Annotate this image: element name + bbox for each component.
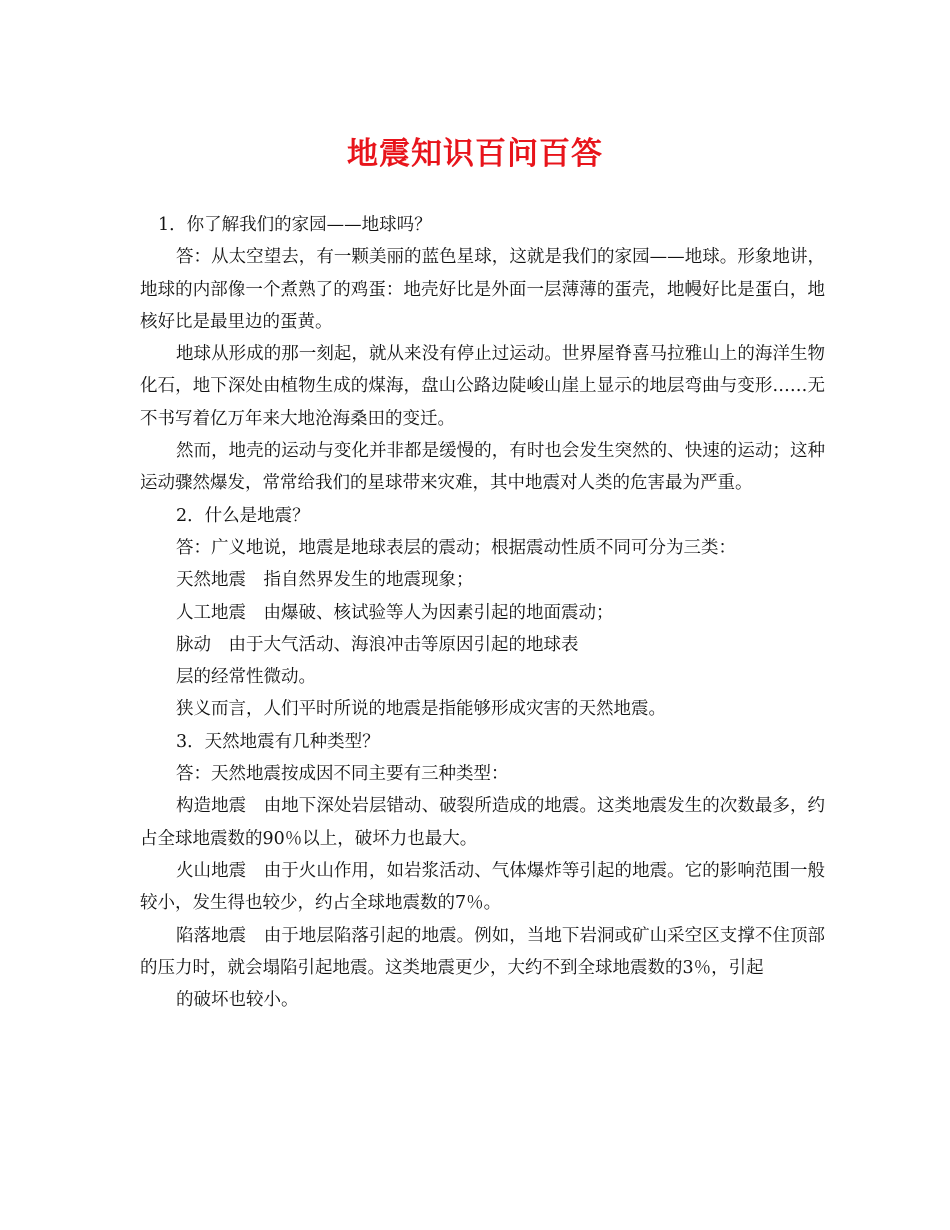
paragraph: 人工地震 由爆破、核试验等人为因素引起的地面震动； [176, 602, 614, 623]
paragraph: 答：广义地说，地震是地球表层的震动；根据震动性质不同可分为三类： [176, 537, 736, 558]
paragraph: 脉动 由于大气活动、海浪冲击等原因引起的地球表 [176, 634, 579, 655]
paragraph: 层的经常性微动。 [176, 667, 316, 688]
document-body [140, 209, 825, 1016]
paragraph: 答：从太空望去，有一颗美丽的蓝色星球，这就是我们的家园——地球。形象地讲，地球的内部像一个煮熟了的鸡蛋：地壳好比是外面一层薄薄的蛋壳，地幔好比是蛋白，地核好比是最里边的蛋黄。 [140, 247, 825, 332]
paragraph: 1．你了解我们的家园——地球吗？ [158, 215, 432, 235]
document-title: 地震知识百问百答 [347, 136, 603, 172]
paragraph: 3．天然地震有几种类型？ [176, 731, 380, 752]
paragraph: 狭义而言，人们平时所说的地震是指能够形成灾害的天然地震。 [176, 699, 666, 720]
paragraph: 然而，地壳的运动与变化并非都是缓慢的，有时也会发生突然的、快速的运动；这种运动骤然爆发，常常给我们的星球带来灾难，其中地震对人类的危害最为严重。 [140, 441, 825, 494]
paragraph: 地球从形成的那一刻起，就从来没有停止过运动。世界屋脊喜马拉雅山上的海洋生物化石，地下深处由植物生成的煤海，盘山公路边陡峻山崖上显示的地层弯曲与变形……无不书写着亿万年来大地沧海桑田的变迁。 [140, 344, 825, 429]
paragraph: 陷落地震 由于地层陷落引起的地震。例如，当地下岩洞或矿山采空区支撑不住顶部的压力时，就会塌陷引起地震。这类地震更少，大约不到全球地震数的3％，引起 [140, 925, 825, 978]
paragraph: 天然地震 指自然界发生的地震现象； [176, 570, 474, 591]
paragraph: 的破坏也较小。 [176, 990, 299, 1011]
paragraph: 2．什么是地震？ [176, 505, 310, 526]
paragraph: 火山地震 由于火山作用，如岩浆活动、气体爆炸等引起的地震。它的影响范围一般较小，发生得也较少，约占全球地震数的7％。 [140, 860, 825, 914]
paragraph: 构造地震 由地下深处岩层错动、破裂所造成的地震。这类地震发生的次数最多，约占全球地震数的90％以上，破坏力也最大。 [140, 796, 825, 849]
paragraph: 答：天然地震按成因不同主要有三种类型： [176, 764, 509, 785]
